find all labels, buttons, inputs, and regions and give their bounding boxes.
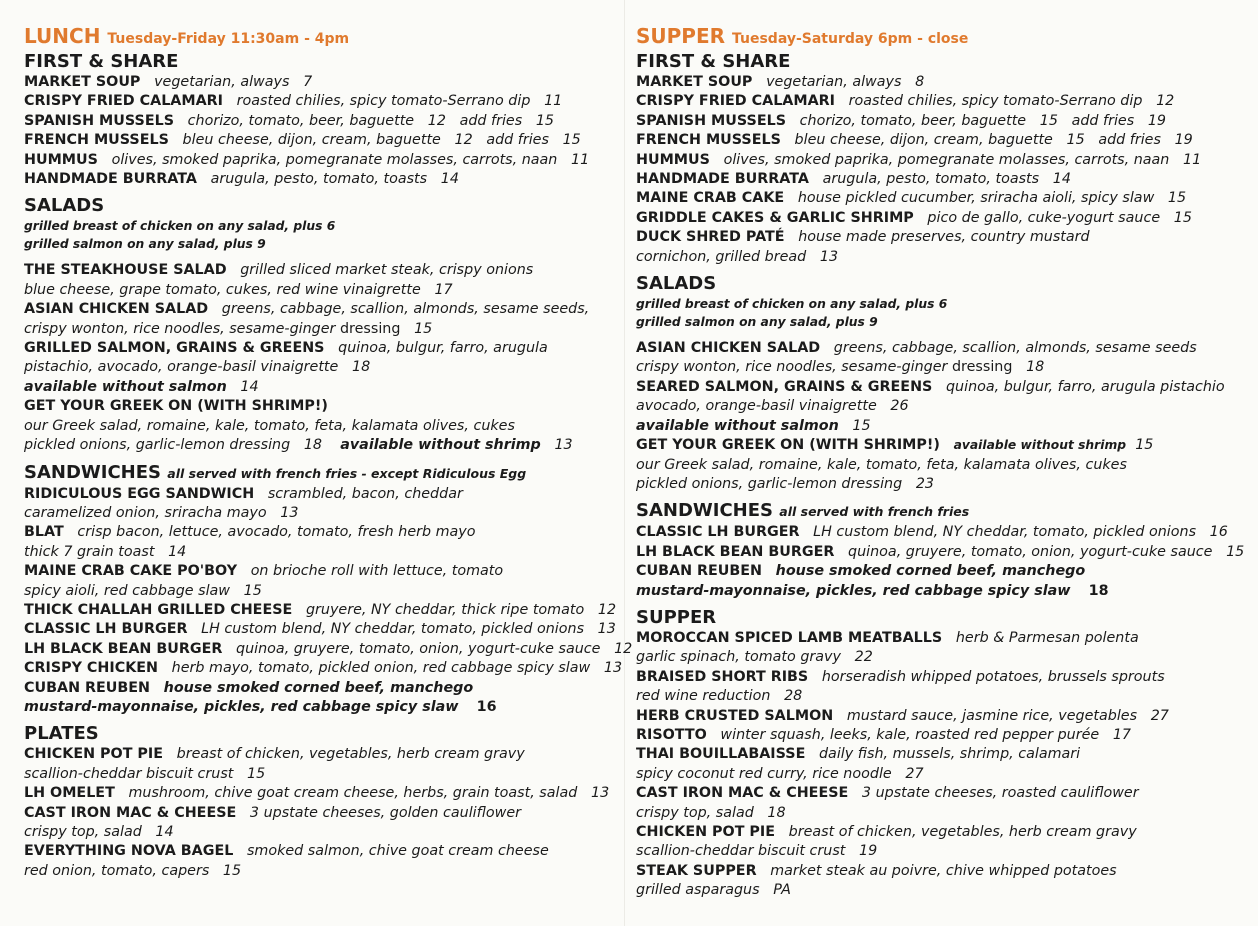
lunch-hours: Tuesday-Friday 11:30am - 4pm [107,31,350,47]
menu-item: EVERYTHING NOVA BAGEL smoked salmon, chive goat cream cheese [24,843,549,860]
salad-note: grilled salmon on any salad, plus 9 [636,315,878,330]
menu-item: CHICKEN POT PIE breast of chicken, vegetables, herb cream gravy [636,824,1137,840]
menu-item-line: garlic spinach, tomato gravy 22 [636,649,873,666]
menu-item: CRISPY CHICKEN herb mayo, tomato, pickled onion, red cabbage spicy slaw 13 [24,660,623,677]
menu-item: CAST IRON MAC & CHEESE 3 upstate cheeses, roasted cauliflower [636,785,1139,802]
menu-item-line: scallion-cheddar biscuit crust 15 [24,765,266,782]
menu-item: LH BLACK BEAN BURGER quinoa, gruyere, tomato, onion, yogurt-cuke sauce 12 [24,640,633,657]
menu-item-line: crispy wonton, rice noodles, sesame-ginger dressing 18 [636,359,1045,376]
menu-item: CUBAN REUBEN house smoked corned beef, manchego [636,563,1086,580]
menu-item: HUMMUS olives, smoked paprika, pomegranate molasses, carrots, naan 11 [636,151,1202,168]
menu-item: BRAISED SHORT RIBS horseradish whipped potatoes, brussels sprouts [636,668,1165,685]
menu-item-line: grilled asparagus PA [636,882,791,899]
menu-item-line: mustard-mayonnaise, pickles, red cabbage spicy slaw 18 [636,582,1109,599]
menu-item: HERB CRUSTED SALMON mustard sauce, jasmine rice, vegetables 27 [636,707,1169,724]
menu-item: MARKET SOUP vegetarian, always 8 [636,74,925,90]
menu-item-line: available without salmon 14 [24,378,259,395]
menu-item-line: thick 7 grain toast 14 [24,543,187,560]
supper-salads-heading: SALADS [636,273,717,295]
menu-item-line: available without salmon 15 [636,417,871,434]
menu-item-line: our Greek salad, romaine, kale, tomato, feta, kalamata olives, cukes [636,456,1127,473]
page-fold [624,0,625,926]
menu-item-line: cornichon, grilled bread 13 [636,248,839,265]
menu-item: MAINE CRAB CAKE house pickled cucumber, sriracha aioli, spicy slaw 15 [636,190,1187,207]
menu-item-line: caramelized onion, sriracha mayo 13 [24,504,299,521]
salad-note: grilled breast of chicken on any salad, plus 6 [24,219,336,234]
menu-item-line: red wine reduction 28 [636,688,803,705]
supper-hours: Tuesday-Saturday 6pm - close [732,31,969,47]
menu-item-line: pickled onions, garlic-lemon dressing 18 available without shrimp 13 [24,437,573,454]
menu-item-line: spicy coconut red curry, rice noodle 27 [636,765,924,782]
menu-item: THICK CHALLAH GRILLED CHEESE gruyere, NY cheddar, thick ripe tomato 12 [24,601,617,618]
lunch-sandwiches-heading: SANDWICHES all served with french fries - except Ridiculous Egg [24,461,527,483]
menu-item-line: our Greek salad, romaine, kale, tomato, feta, kalamata olives, cukes [24,417,515,434]
menu-item: STEAK SUPPER market steak au poivre, chive whipped potatoes [636,862,1117,879]
lunch-title: LUNCH Tuesday-Friday 11:30am - 4pm [24,24,350,48]
menu-item-line: mustard-mayonnaise, pickles, red cabbage spicy slaw 16 [24,698,497,715]
menu-item: MAINE CRAB CAKE PO'BOY on brioche roll with lettuce, tomato [24,563,504,580]
menu-item: GRIDDLE CAKES & GARLIC SHRIMP pico de gallo, cuke-yogurt sauce 15 [636,209,1192,226]
menu-item: LH BLACK BEAN BURGER quinoa, gruyere, tomato, onion, yogurt-cuke sauce 15 [636,543,1245,560]
menu-item: THAI BOUILLABAISSE daily fish, mussels, shrimp, calamari [636,746,1081,763]
supper-sandwiches-heading: SANDWICHES all served with french fries [636,500,970,522]
supper-title: SUPPER Tuesday-Saturday 6pm - close [636,24,969,48]
menu-item: GET YOUR GREEK ON (WITH SHRIMP!) [24,398,328,415]
menu-item: CLASSIC LH BURGER LH custom blend, NY cheddar, tomato, pickled onions 13 [24,621,616,638]
menu-item: THE STEAKHOUSE SALAD grilled sliced market steak, crispy onions [24,262,534,279]
menu-item-line: avocado, orange-basil vinaigrette 26 [636,398,909,415]
menu-item-line: crispy top, salad 18 [636,804,786,821]
menu-item-line: spicy aioli, red cabbage slaw 15 [24,582,262,599]
menu-item: SPANISH MUSSELS chorizo, tomato, beer, baguette 12 add fries 15 [24,112,555,129]
menu-item-line: pistachio, avocado, orange-basil vinaigrette 18 [24,359,371,376]
menu-item: FRENCH MUSSELS bleu cheese, dijon, cream, baguette 15 add fries 19 [636,132,1193,149]
menu-item: SPANISH MUSSELS chorizo, tomato, beer, baguette 15 add fries 19 [636,112,1167,129]
menu-item-line: crispy wonton, rice noodles, sesame-ginger dressing 15 [24,320,433,337]
menu-item: FRENCH MUSSELS bleu cheese, dijon, cream, baguette 12 add fries 15 [24,132,581,149]
menu-item: CAST IRON MAC & CHEESE 3 upstate cheeses, golden cauliflower [24,804,522,821]
menu-item: MOROCCAN SPICED LAMB MEATBALLS herb & Parmesan polenta [636,629,1139,646]
lunch-first-share-heading: FIRST & SHARE [24,51,179,72]
lunch-column [24,24,633,881]
salad-note: grilled breast of chicken on any salad, plus 6 [636,297,948,312]
menu-item-line: pickled onions, garlic-lemon dressing 23 [636,475,935,492]
menu-item: SEARED SALMON, GRAINS & GREENS quinoa, bulgur, farro, arugula pistachio [636,378,1225,395]
menu-item: HANDMADE BURRATA arugula, pesto, tomato, toasts 14 [24,171,459,188]
menu-item: RIDICULOUS EGG SANDWICH scrambled, bacon, cheddar [24,485,463,502]
menu-item: BLAT crisp bacon, lettuce, avocado, tomato, fresh herb mayo [24,524,476,541]
salad-note: grilled salmon on any salad, plus 9 [24,237,266,252]
menu-item: HUMMUS olives, smoked paprika, pomegranate molasses, carrots, naan 11 [24,151,590,168]
menu-item: DUCK SHRED PATÉ house made preserves, country mustard [636,229,1090,246]
menu-item-line: scallion-cheddar biscuit crust 19 [636,843,878,860]
menu-item: HANDMADE BURRATA arugula, pesto, tomato, toasts 14 [636,171,1071,188]
menu-item: LH OMELET mushroom, chive goat cream cheese, herbs, grain toast, salad 13 [24,785,610,802]
supper-column [636,24,1246,901]
supper-supper-heading: SUPPER [636,606,717,628]
menu-item: CLASSIC LH BURGER LH custom blend, NY cheddar, tomato, pickled onions 16 [636,524,1228,541]
menu-item: CRISPY FRIED CALAMARI roasted chilies, spicy tomato-Serrano dip 11 [24,93,563,110]
menu-item-line: red onion, tomato, capers 15 [24,862,242,879]
menu-item: CUBAN REUBEN house smoked corned beef, manchego [24,679,474,696]
supper-first-share-heading: FIRST & SHARE [636,51,791,72]
menu-item-line: crispy top, salad 14 [24,824,174,840]
menu-item: RISOTTO winter squash, leeks, kale, roasted red pepper purée 17 [636,726,1132,743]
menu-item: MARKET SOUP vegetarian, always 7 [24,74,313,90]
menu-item: CHICKEN POT PIE breast of chicken, vegetables, herb cream gravy [24,746,525,763]
menu-item: GET YOUR GREEK ON (WITH SHRIMP!) available without shrimp 15 [636,437,1154,454]
menu-item: ASIAN CHICKEN SALAD greens, cabbage, scallion, almonds, sesame seeds, [24,301,590,318]
menu-item-line: blue cheese, grape tomato, cukes, red wine vinaigrette 17 [24,281,453,298]
lunch-plates-heading: PLATES [24,723,99,745]
menu-item: GRILLED SALMON, GRAINS & GREENS quinoa, bulgur, farro, arugula [24,340,548,357]
menu-item: CRISPY FRIED CALAMARI roasted chilies, spicy tomato-Serrano dip 12 [636,93,1175,110]
menu-item: ASIAN CHICKEN SALAD greens, cabbage, scallion, almonds, sesame seeds [636,340,1197,357]
lunch-salads-heading: SALADS [24,195,105,217]
